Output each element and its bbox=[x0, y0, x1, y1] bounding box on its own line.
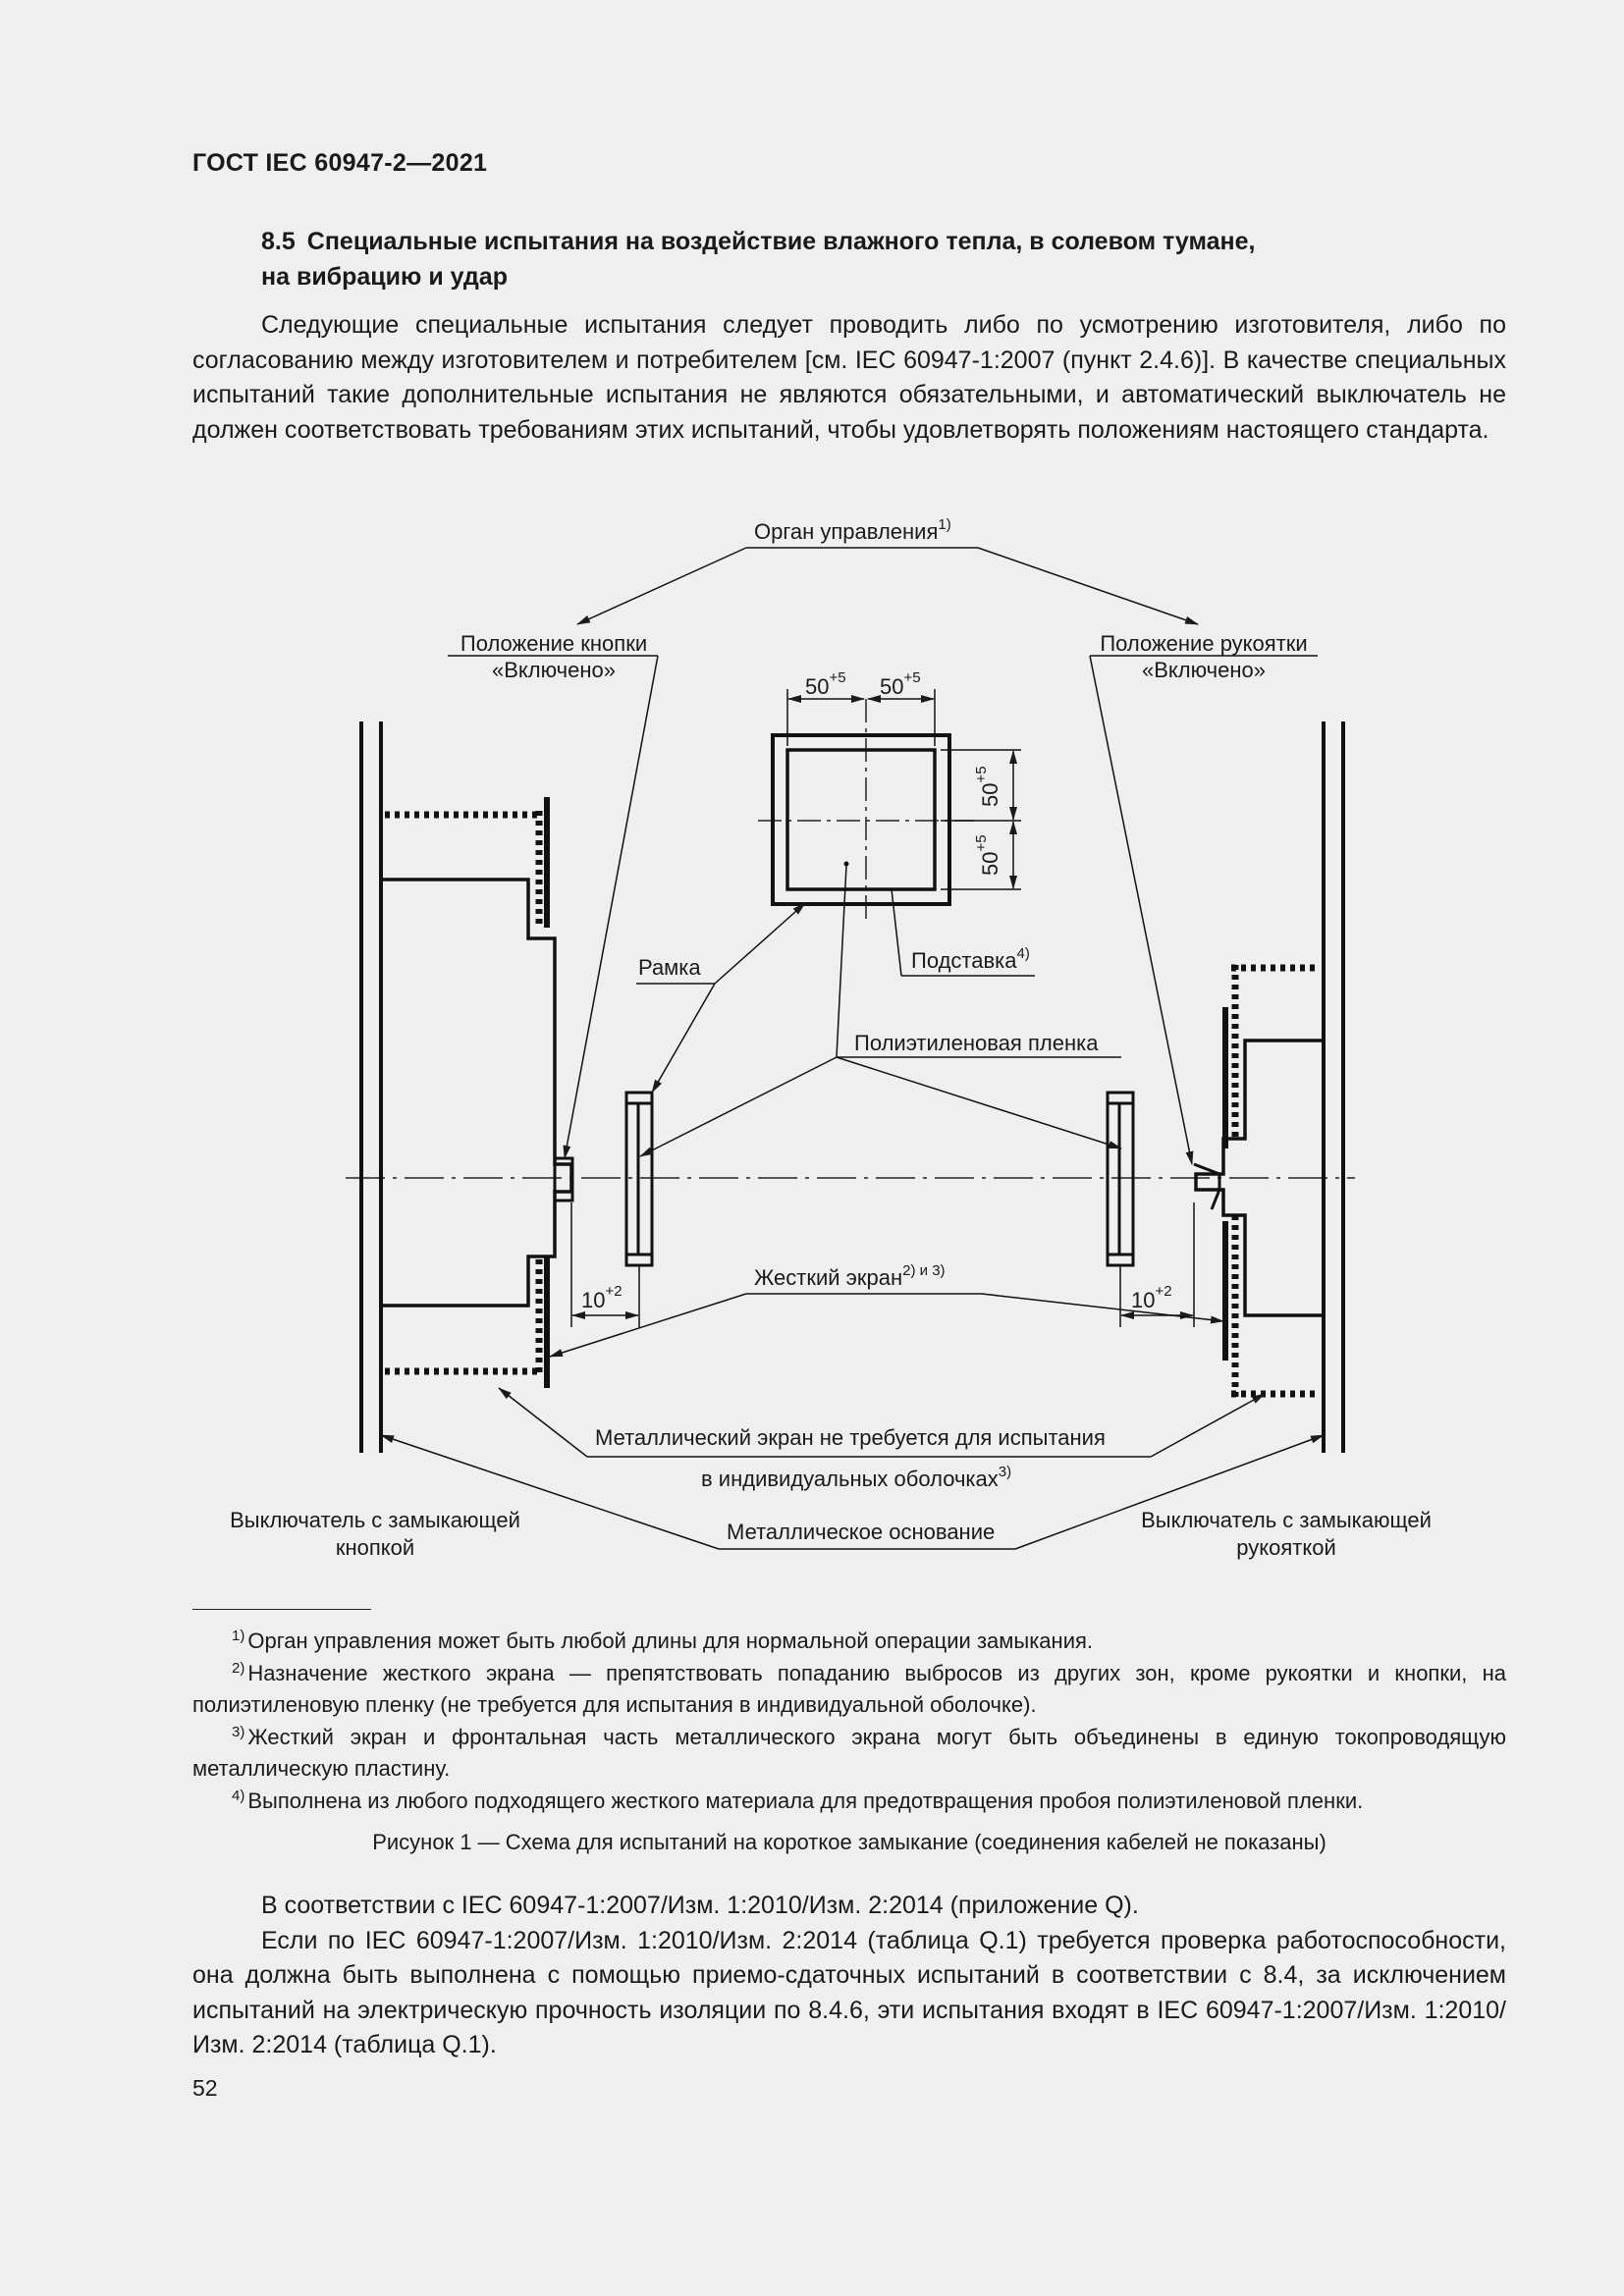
right-breaker-handle bbox=[1194, 1164, 1219, 1209]
right-gap-label: $10^{+2}$ bbox=[1131, 1283, 1172, 1312]
label-operating-means: Орган управления$^{1)}$ bbox=[754, 516, 951, 544]
label-handle-position-1: Положение рукоятки bbox=[1100, 631, 1308, 656]
footnote-2: $^{2)}$ Назначение жесткого экрана — препятствовать попаданию выбросов из других зон, кроме рукоятки и кнопки, на полиэтиленовую пленку (не требуется для испытания в индивидуальной оболочке). bbox=[192, 1659, 1506, 1717]
left-metal-base bbox=[361, 721, 381, 1453]
label-right-breaker-2: рукояткой bbox=[1236, 1535, 1336, 1560]
footnote-3: $^{3)}$ Жесткий экран и фронтальная часть металлического экрана могут быть объединены в единую токопроводящую металлическую пластину. bbox=[192, 1723, 1506, 1781]
right-metal-screen bbox=[1231, 965, 1320, 1398]
left-frame-with-film bbox=[626, 1093, 652, 1265]
frame-height-dim-top: $50^{+5}$ bbox=[973, 766, 1002, 807]
label-right-breaker-1: Выключатель с замыкающей bbox=[1141, 1508, 1432, 1532]
post-paragraphs bbox=[192, 1889, 1506, 2063]
label-handle-position-2: «Включено» bbox=[1142, 658, 1266, 682]
label-frame: Рамка bbox=[638, 955, 701, 980]
footnote-1: $^{1)}$ Орган управления может быть любой длины для нормальной операции замыкания. bbox=[232, 1628, 1094, 1653]
document-header: ГОСТ IEC 60947-2—2021 bbox=[192, 149, 488, 177]
label-metal-base: Металлическое основание bbox=[727, 1520, 996, 1544]
label-metal-screen-1: Металлический экран не требуется для испытания bbox=[595, 1425, 1106, 1450]
footnote-separator bbox=[192, 1609, 371, 1610]
label-rigid-screen: Жесткий экран$^{2) и 3)}$ bbox=[754, 1262, 946, 1290]
post-paragraph-1: В соответствии с IEC 60947-1:2007/Изм. 1:2010/Изм. 2:2014 (приложение Q). bbox=[261, 1892, 1139, 1919]
frame-detail-inner bbox=[787, 750, 935, 889]
frame-width-dim-right: $50^{+5}$ bbox=[880, 669, 921, 699]
frame-center-dot bbox=[844, 862, 849, 867]
intro-text: Следующие специальные испытания следует проводить либо по усмотрению изготовителя, либо по согласованию между изготовителем и потребителем [см. IEC 60947-1:2007 (пункт 2.4.6)]. В качестве специальных испытаний такие дополнительные испытания не являются обязательными, и автоматический выключатель не должен соответствовать требованиям этих испытаний, чтобы удовлетворять положениям настоящего стандарта. bbox=[192, 311, 1506, 444]
right-frame-with-film bbox=[1108, 1093, 1133, 1265]
label-button-position-2: «Включено» bbox=[492, 658, 616, 682]
label-left-breaker-1: Выключатель с замыкающей bbox=[230, 1508, 520, 1532]
frame-height-dim-bottom: $50^{+5}$ bbox=[973, 834, 1002, 876]
left-metal-screen bbox=[385, 811, 539, 1374]
label-polyethylene-film: Полиэтиленовая пленка bbox=[854, 1031, 1099, 1055]
section-number: 8.5 bbox=[261, 228, 296, 255]
label-button-position-1: Положение кнопки bbox=[460, 631, 648, 656]
left-breaker-body bbox=[381, 880, 571, 1306]
label-metal-screen-2: в индивидуальных оболочках$^{3)}$ bbox=[701, 1464, 1012, 1491]
right-metal-base bbox=[1324, 721, 1343, 1453]
page-number: 52 bbox=[192, 2075, 218, 2101]
section-title-line2: на вибрацию и удар bbox=[261, 263, 508, 291]
section-title-line1: Специальные испытания на воздействие влажного тепла, в солевом тумане, bbox=[306, 228, 1256, 255]
footnotes bbox=[192, 1626, 1506, 1817]
figure-caption: Рисунок 1 — Схема для испытаний на короткое замыкание (соединения кабелей не показаны) bbox=[372, 1830, 1326, 1854]
label-support: Подставка$^{4)}$ bbox=[911, 945, 1030, 973]
footnote-4: $^{4)}$ Выполнена из любого подходящего жесткого материала для предотвращения пробоя полиэтиленовой пленки. bbox=[232, 1787, 1364, 1813]
frame-detail-outer bbox=[773, 735, 949, 904]
label-left-breaker-2: кнопкой bbox=[335, 1535, 415, 1560]
frame-width-dim-left: $50^{+5}$ bbox=[805, 669, 846, 699]
post-paragraph-2: Если по IEC 60947-1:2007/Изм. 1:2010/Изм. 2:2014 (таблица Q.1) требуется проверка работоспособности, она должна быть выполнена с помощью приемо-сдаточных испытаний в соответствии с 8.4, за исключением испытаний на электрическую прочность изоляции по 8.4.6, эти испытания входят в IEC 60947-1:2007/Изм. 1:2010/Изм. 2:2014 (таблица Q.1). bbox=[192, 1926, 1506, 2058]
left-gap-label: $10^{+2}$ bbox=[581, 1283, 623, 1312]
